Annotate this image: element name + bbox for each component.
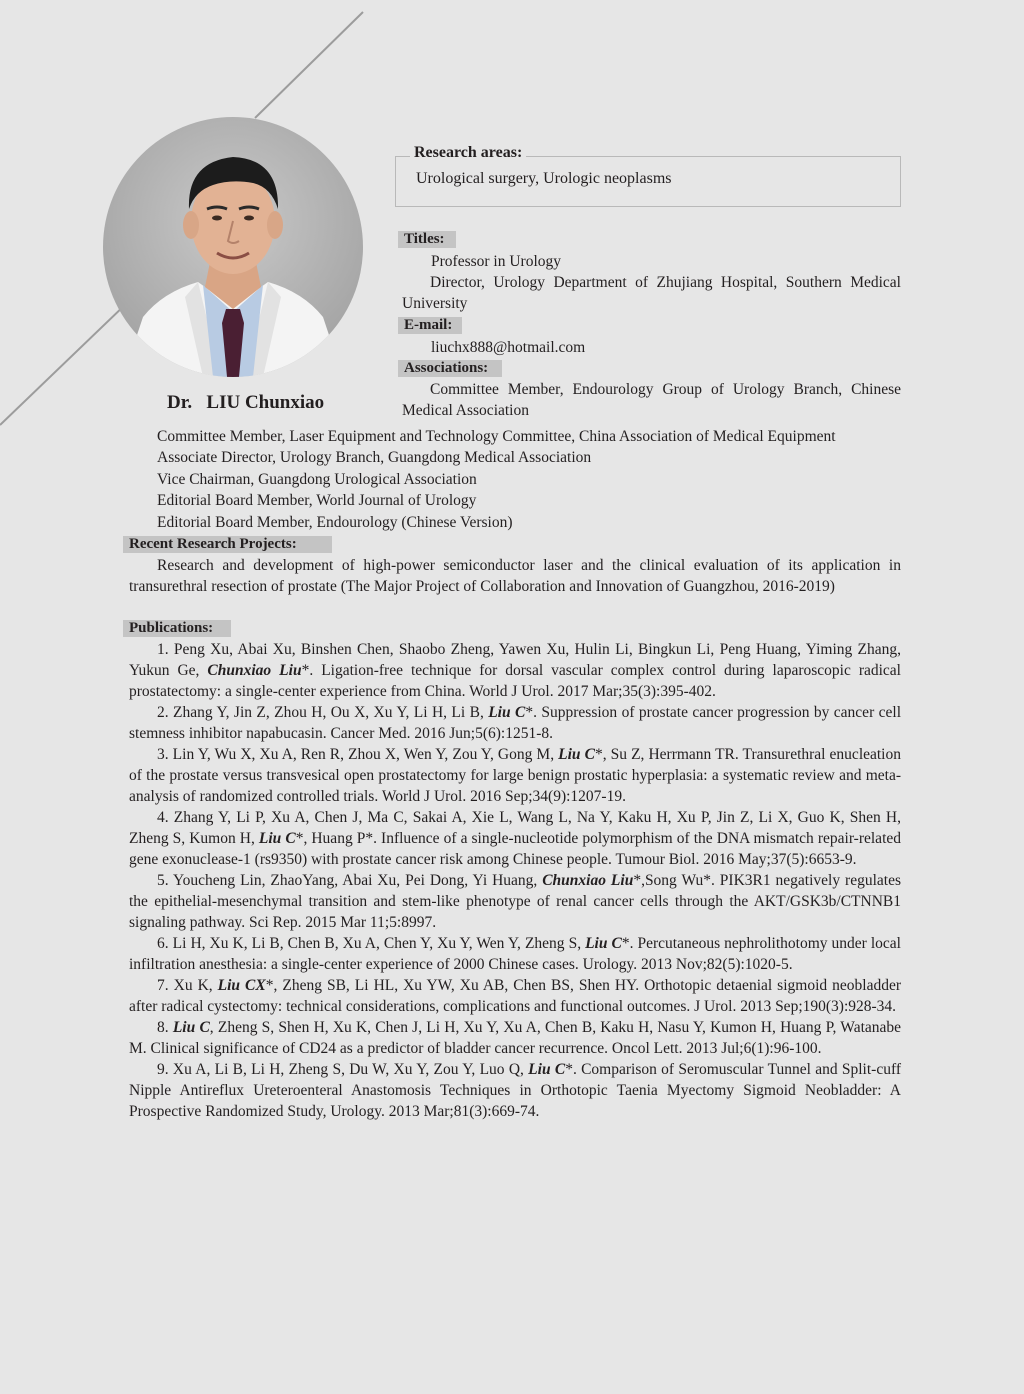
- project-text: Research and development of high-power semiconductor laser and the clinical evaluation of its application in transurethral resection of prostate (The Major Project of Collaboration and Innovation of Guangzhou, 2016-2019): [129, 557, 901, 595]
- email-label: E-mail:: [398, 317, 462, 334]
- doctor-name: Dr. LIU Chunxiao: [167, 392, 325, 413]
- publication-item: 7. Xu K, Liu CX*, Zheng SB, Li HL, Xu YW, Xu AB, Chen BS, Shen HY. Orthotopic detaenial sigmoid neobladder after radical cystectomy: technical considerations, complications and functional outcomes. J Urol. 2013 Sep;190(3):928-34.: [129, 977, 901, 1015]
- publications-label: Publications:: [123, 620, 231, 637]
- publication-item: 4. Zhang Y, Li P, Xu A, Chen J, Ma C, Sakai A, Xie L, Wang L, Na Y, Kaku H, Xu P, Jin Z, Li X, Guo K, Shen H, Zheng S, Kumon H, Liu C*, Huang P*. Influence of a single-nucleotide polymorphism of the DNA mismatch repair-related gene exonuclease-1 (rs9350) with prostate cancer risk among Chinese people. Tumour Biol. 2016 May;37(5):6653-9.: [129, 809, 901, 868]
- doctor-portrait-photo: [103, 117, 363, 377]
- title-line-1: Professor in Urology: [431, 253, 562, 270]
- publications-list: [129, 639, 901, 1122]
- publication-item: 8. Liu C, Zheng S, Shen H, Xu K, Chen J, Li H, Xu Y, Xu A, Chen B, Kaku H, Nasu Y, Kumon H, Huang P, Watanabe M. Clinical significance of CD24 as a predictor of bladder cancer recurrence. Oncol Lett. 2013 Jul;6(1):96-100.: [129, 1019, 902, 1057]
- publication-item: 5. Youcheng Lin, ZhaoYang, Abai Xu, Pei Dong, Yi Huang, Chunxiao Liu*,Song Wu*. PIK3R1 negatively regulates the epithelial-mesenchymal transition and stem-like phenotype of renal cancer cells through the AKT/GSK3b/CTNNB1 signaling pathway. Sci Rep. 2015 Mar 11;5:8997.: [129, 872, 901, 931]
- association-item-first: Committee Member, Endourology Group of Urology Branch, Chinese Medical Association: [402, 381, 901, 419]
- projects-label: Recent Research Projects:: [123, 536, 332, 553]
- titles-label: Titles:: [398, 231, 456, 248]
- association-item: Associate Director, Urology Branch, Guangdong Medical Association: [157, 449, 592, 466]
- publication-item: 6. Li H, Xu K, Li B, Chen B, Xu A, Chen Y, Xu Y, Wen Y, Zheng S, Liu C*. Percutaneous nephrolithotomy under local infiltration anesthesia: a single-center experience of 2000 Chinese cases. Urology. 2013 Nov;82(5):1020-5.: [129, 935, 901, 973]
- associations-label: Associations:: [398, 360, 502, 377]
- research-areas-text: Urological surgery, Urologic neoplasms: [416, 170, 672, 187]
- association-item: Editorial Board Member, World Journal of Urology: [157, 492, 477, 509]
- title-line-2: Director, Urology Department of Zhujiang Hospital, Southern Medical University: [402, 274, 901, 312]
- association-item: Committee Member, Laser Equipment and Technology Committee, China Association of Medical Equipment: [157, 428, 836, 445]
- publication-item: 9. Xu A, Li B, Li H, Zheng S, Du W, Xu Y, Zou Y, Luo Q, Liu C*. Comparison of Seromuscular Tunnel and Split-cuff Nipple Antireflux Ureteroenteral Anastomosis Techniques in Orthotopic Taenia Myectomy Sigmoid Neobladder: A Prospective Randomized Study, Urology. 2013 Mar;81(3):669-74.: [129, 1061, 901, 1120]
- association-item: Vice Chairman, Guangdong Urological Association: [157, 471, 477, 488]
- email-value: liuchx888@hotmail.com: [431, 339, 586, 356]
- association-item: Editorial Board Member, Endourology (Chinese Version): [157, 514, 513, 531]
- publication-item: 1. Peng Xu, Abai Xu, Binshen Chen, Shaobo Zheng, Yawen Xu, Hulin Li, Bingkun Li, Peng Huang, Yiming Zhang, Yukun Ge, Chunxiao Liu*. Ligation-free technique for dorsal vascular complex control during laparoscopic radical prostatectomy: a single-center experience from China. World J Urol. 2017 Mar;35(3):395-402.: [129, 641, 901, 700]
- research-areas-title: Research areas:: [410, 144, 526, 162]
- publication-item: 3. Lin Y, Wu X, Xu A, Ren R, Zhou X, Wen Y, Zou Y, Gong M, Liu C*, Su Z, Herrmann TR. Transurethral enucleation of the prostate versus transvesical open prostatectomy for large benign prostatic hyperplasia: a systematic review and meta-analysis of randomized controlled trials. World J Urol. 2016 Sep;34(9):1207-19.: [129, 746, 901, 805]
- publication-item: 2. Zhang Y, Jin Z, Zhou H, Ou X, Xu Y, Li H, Li B, Liu C*. Suppression of prostate cancer progression by cancer cell stemness inhibitor napabucasin. Cancer Med. 2016 Jun;5(6):1251-8.: [129, 704, 901, 742]
